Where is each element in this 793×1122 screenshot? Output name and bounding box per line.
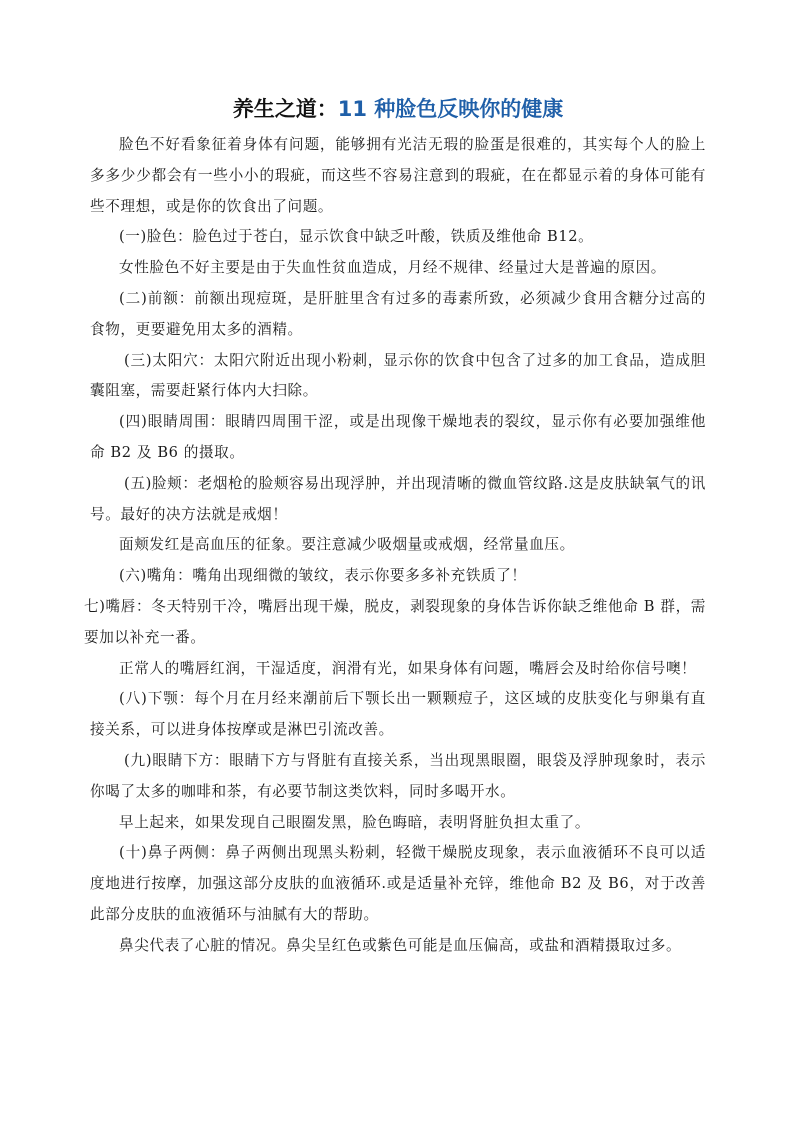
paragraph: (一)脸色：脸色过于苍白，显示饮食中缺乏叶酸，铁质及维他命 B12。 bbox=[119, 228, 594, 246]
paragraph: 七)嘴唇：冬天特别干冷，嘴唇出现干燥，脱皮，剥裂现象的身体告诉你缺乏维他命 B 群，需要加以补充一番。 bbox=[84, 597, 706, 646]
document-title bbox=[90, 92, 706, 126]
paragraph: 脸色不好看象征着身体有问题，能够拥有光洁无瑕的脸蛋是很难的，其实每个人的脸上多多少少都会有一些小小的瑕疵，而这些不容易注意到的瑕疵，在在都显示着的身体可能有些不理想，或是你的饮食出了问题。 bbox=[90, 136, 706, 215]
document-body bbox=[84, 130, 706, 962]
paragraph: (二)前额：前额出现痘斑，是肝脏里含有过多的毒素所致，必须减少食用含糖分过高的食物，更要避免用太多的酒精。 bbox=[90, 289, 706, 338]
title-accent: 11 种脸色反映你的健康 bbox=[337, 97, 564, 121]
paragraph: 女性脸色不好主要是由于失血性贫血造成，月经不规律、经量过大是普遍的原因。 bbox=[119, 259, 666, 277]
title-prefix: 养生之道： bbox=[232, 97, 338, 121]
paragraph: 鼻尖代表了心脏的情况。鼻尖呈红色或紫色可能是血压偏高，或盐和酒精摄取过多。 bbox=[119, 936, 682, 954]
paragraph: (四)眼睛周围：眼睛四周围干涩，或是出现像干燥地表的裂纹，显示你有必要加强维他命 B2 及 B6 的摄取。 bbox=[90, 413, 706, 461]
paragraph: (十)鼻子两侧：鼻子两侧出现黑头粉刺，轻微干燥脱皮现象，表示血液循环不良可以适度地进行按摩，加强这部分皮肤的血液循环.或是适量补充锌，维他命 B2 及 B6，对于改善此部分皮肤的血液循环与油腻有大的帮助。 bbox=[90, 844, 706, 923]
paragraph: 面颊发红是高血压的征象。要注意减少吸烟量或戒烟，经常量血压。 bbox=[119, 536, 575, 554]
paragraph: (六)嘴角：嘴角出现细微的皱纹，表示你要多多补充铁质了！ bbox=[119, 567, 527, 585]
paragraph: 正常人的嘴唇红润，干湿适度，润滑有光，如果身体有问题，嘴唇会及时给你信号噢！ bbox=[119, 659, 697, 677]
paragraph: (八)下颚：每个月在月经来潮前后下颚长出一颗颗痘子，这区域的皮肤变化与卵巢有直接关系，可以进身体按摩或是淋巴引流改善。 bbox=[90, 690, 706, 739]
paragraph: (五)脸颊：老烟枪的脸颊容易出现浮肿，并出现清晰的微血管纹路.这是皮肤缺氧气的讯号。最好的决方法就是戒烟！ bbox=[90, 474, 706, 523]
document-page bbox=[84, 92, 706, 962]
paragraph: (三)太阳穴：太阳穴附近出现小粉刺，显示你的饮食中包含了过多的加工食品，造成胆囊阻塞，需要赶紧行体内大扫除。 bbox=[90, 351, 706, 400]
paragraph: (九)眼睛下方：眼睛下方与肾脏有直接关系，当出现黑眼圈，眼袋及浮肿现象时，表示你喝了太多的咖啡和茶，有必要节制这类饮料，同时多喝开水。 bbox=[90, 751, 706, 800]
paragraph: 早上起来，如果发现自己眼圈发黑，脸色晦暗，表明肾脏负担太重了。 bbox=[119, 813, 591, 831]
